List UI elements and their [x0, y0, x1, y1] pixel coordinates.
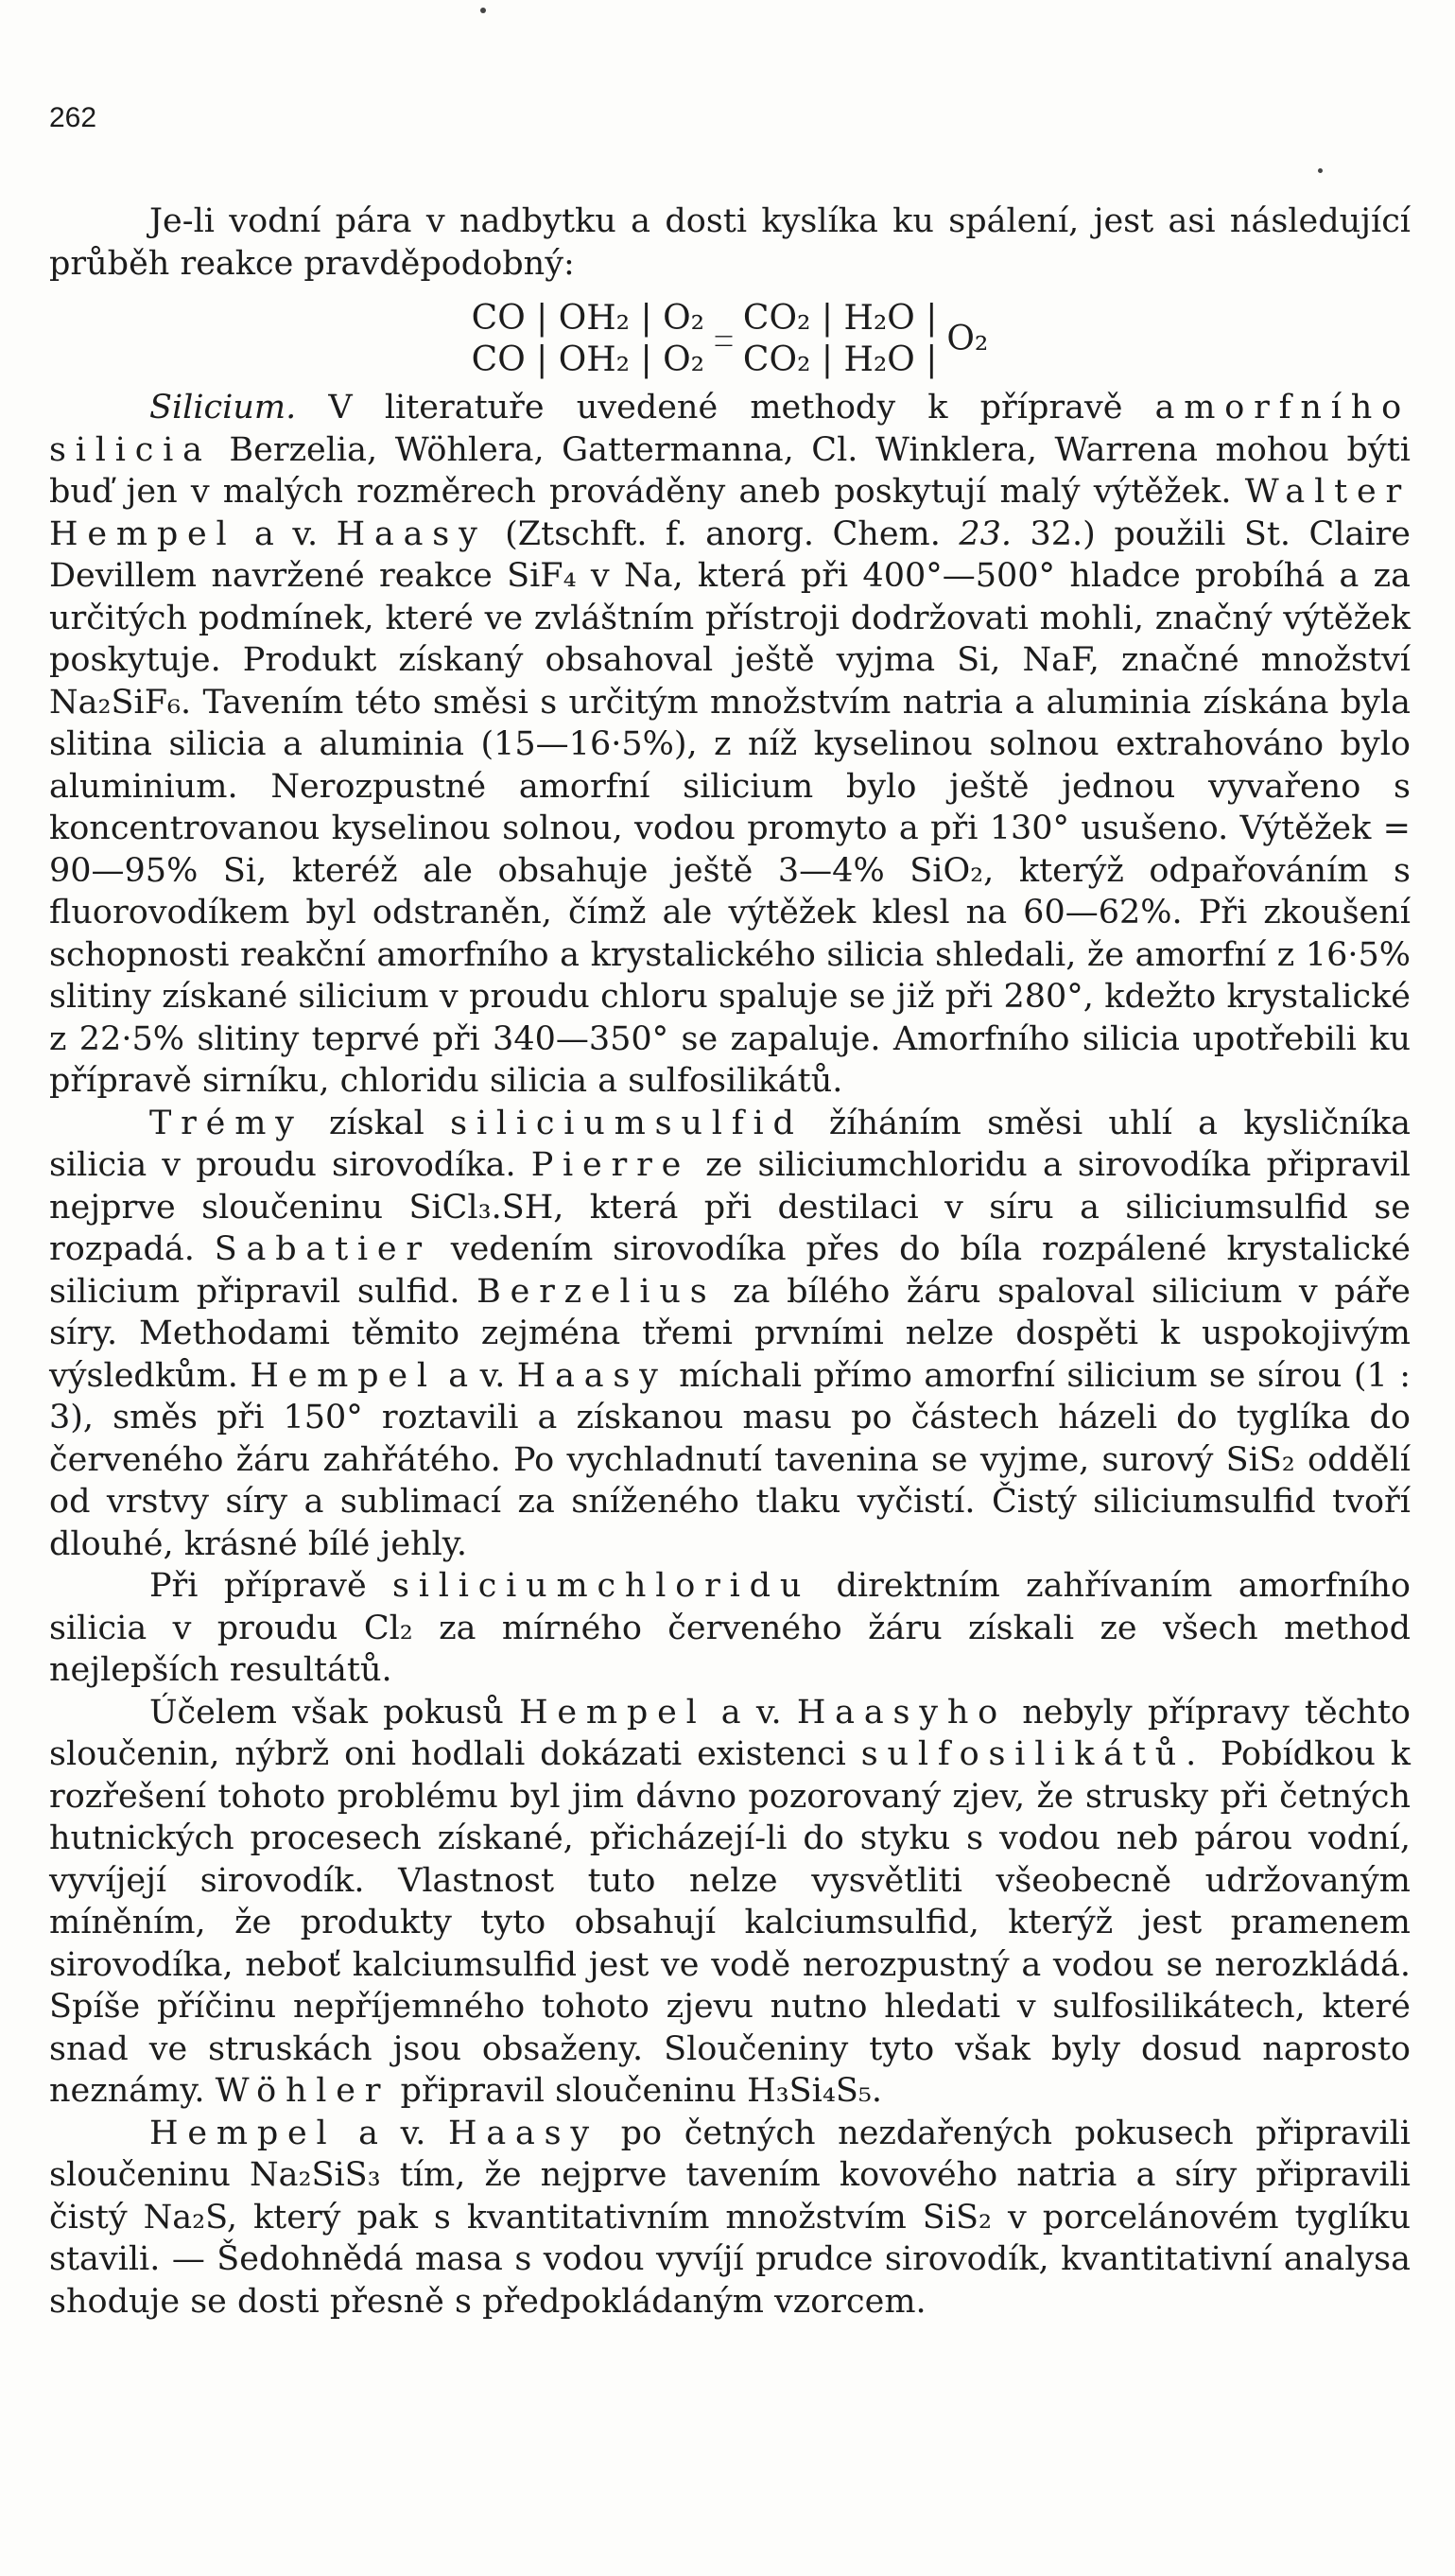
paragraph-sulfosilikaty: Účelem však pokusů Hempel a v. Haasyho nebyly přípravy těchto sloučenin, nýbrž oni hodlali dokázati existenci sulfosilikátů. Pobídkou k rozřešení tohoto problému byl jim dávno pozorovaný zjev, že strusky při četných hutnických procesech získané, přicházejí-li do styku s vodou neb párou vodní, vyvíjejí sirovodík. Vlastnost tuto nelze vysvětliti všeobecně udržovaným míněním, že produkty tyto obsahují kalciumsulfid, kterýž jest pramenem sirovodíka, neboť kalciumsulfid jest ve vodě nerozpustný a vodou se nerozkládá. Spíše příčinu nepříjemného tohoto zjevu nutno hledati v sulfosilikátech, které snad ve struskách jsou obsaženy. Sloučeniny tyto však byly dosud naprosto neznámy. Wöhler připravil sloučeninu H₃Si₄S₅. — [49, 1693, 1411, 2110]
paragraph-siliciumsulfid: Trémy získal siliciumsulfid žíháním směsi uhlí a kysličníka silicia v proudu sirovodíka. Pierre ze siliciumchloridu a sirovodíka připravil nejprve sloučeninu SiCl₃.SH, která při destilaci v síru a siliciumsulfid se rozpadá. Sabatier vedením sirovodíka přes do bíla rozpálené krystalické silicium připravil sulfid. Berzelius za bílého žáru spaloval silicium v páře síry. Methodami těmito zejména třemi prvními nelze dospěti k uspokojivým výsledkům. Hempel a v. Haasy míchali přímo amorfní silicium se sírou (1 : 3), směs při 150° roztavili a získanou masu po částech házeli do tyglíka do červeného žáru zahřátého. Po vychladnutí tavenina se vyjme, surový SiS₂ oddělí od vrstvy síry a sublimací za sníženého tlaku vyčistí. Čistý siliciumsulfid tvoří dlouhé, krásné bílé jehly. — [49, 1104, 1412, 1563]
paragraph-silicium: Silicium. V literatuře uvedené methody k přípravě amorfního silicia Berzelia, Wöhlera, Gattermanna, Cl. Winklera, Warrena mohou býti buď jen v malých rozměrech prováděny aneb poskytují malý výtěžek. Walter Hempel a v. Haasy (Ztschft. f. anorg. Chem. 23. 32.) použili St. Claire Devillem navržené reakce SiF₄ v Na, která při 400°—500° hladce probíhá a za určitých podmínek, které ve zvláštním přístroji dodržovati mohli, značný výtěžek poskytuje. Produkt získaný obsahoval ještě vyjma Si, NaF, značné množství Na₂SiF₆. Tavením této směsi s určitým množstvím natria a aluminia získána byla slitina silicia a aluminia (15—16·5%), z níž kyselinou solnou extrahováno bylo aluminium. Nerozpustné amorfní silicium bylo ještě jednou vyvařeno s koncentrovanou kyselinou solnou, vodou promyto a při 130° usušeno. Výtěžek = 90—95% Si, kteréž ale obsahuje ještě 3—4% SiO₂, kterýž odpařováním s fluorovodíkem byl odstraněn, čímž ale výtěžek klesl na 60—62%. Při zkoušení schopnosti reakční amorfního a krystalického silicia shledali, že amorfní z 16·5% slitiny získané silicium v proudu chloru spaluje se již při 280°, kdežto krystalické z 22·5% slitiny teprvé při 340—350° se zapaluje. Amorfního silicia upotřebili ku přípravě sirníku, chloridu silicia a sulfosilikátů. — [49, 389, 1411, 1100]
reaction-equation — [49, 298, 1411, 381]
page-number: 262 — [49, 102, 97, 133]
scan-speck — [1318, 168, 1323, 173]
equation-line-1: CO | OH₂ | O₂ _ CO₂ | H₂O | — [471, 299, 938, 338]
paragraph-na2sis3: Hempel a v. Haasy po četných nezdařených pokusech připravili sloučeninu Na₂SiS₃ tím, že nejprve tavením kovového natria a síry připravili čistý Na₂S, který pak s kvantitativním množstvím SiS₂ v porcelánovém tyglíku stavili. — Šedohnědá masa s vodou vyvíjí prudce sirovodík, kvantitativní analysa shoduje se dosti přesně s předpokládaným vzorcem. — [49, 2114, 1411, 2321]
intro-paragraph: Je-li vodní pára v nadbytku a dosti kyslíka ku spálení, jest asi následující průběh reakce pravděpodobný: — [49, 202, 1411, 283]
equation-line-2: CO | OH₂ | O₂ ‾ CO₂ | H₂O | — [471, 340, 938, 379]
equation-oxygen-term: O₂ — [946, 320, 989, 358]
page-body — [49, 200, 1411, 2323]
scan-speck — [480, 8, 486, 13]
paragraph-siliciumchlorid: Při přípravě siliciumchloridu direktním zahřívaním amorfního silicia v proudu Cl₂ za mírného červeného žáru získali ze všech method nejlepších resultátů. — [49, 1567, 1411, 1689]
